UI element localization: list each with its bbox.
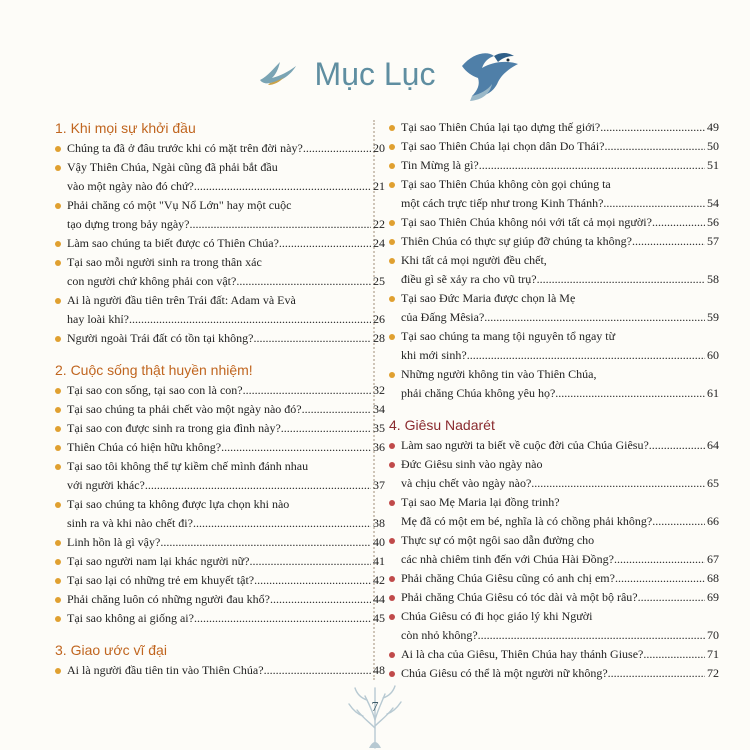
toc-entry-text: Chúa Giêsu có thể là một người nữ không?: [401, 666, 608, 680]
toc-entry[interactable]: [389, 436, 719, 455]
bullet-icon: [389, 652, 395, 658]
toc-page-number: 60: [707, 348, 719, 362]
toc-entry-text: Tại sao Mẹ Maria lại đồng trinh?: [401, 495, 560, 509]
toc-entry[interactable]: [55, 590, 385, 609]
toc-entry[interactable]: [389, 327, 719, 365]
toc-entry-text: điều gì sẽ xảy ra cho vũ trụ?: [401, 272, 537, 286]
toc-page-number: 66: [707, 514, 719, 528]
bullet-icon: [55, 260, 61, 266]
toc-entry-text: Tại sao Thiên Chúa lại chọn dân Do Thái?: [401, 139, 605, 153]
toc-entry-text: con người chứ không phải con vật?: [67, 274, 237, 288]
dot-leader: [129, 310, 371, 329]
bullet-icon: [389, 614, 395, 620]
dot-leader: [270, 590, 371, 609]
toc-entry[interactable]: [389, 645, 719, 664]
dot-leader: [193, 514, 371, 533]
toc-entry-text: Phải chăng luôn có những người đau khổ?: [67, 592, 270, 606]
bullet-icon: [55, 336, 61, 342]
dot-leader: [478, 626, 705, 645]
bullet-icon: [55, 388, 61, 394]
toc-page-number: 57: [707, 234, 719, 248]
toc-right-column: [389, 118, 719, 683]
toc-page-number: 48: [373, 663, 385, 677]
toc-page-number: 28: [373, 331, 385, 345]
toc-page-number: 41: [373, 554, 385, 568]
dot-leader: [555, 384, 705, 403]
toc-entry[interactable]: [55, 196, 385, 234]
toc-entry-text: Tin Mừng là gì?: [401, 158, 479, 172]
toc-entry-text: vào một ngày nào đó chứ?: [67, 179, 194, 193]
dot-leader: [600, 118, 705, 137]
toc-entry[interactable]: [55, 552, 385, 571]
bullet-icon: [389, 144, 395, 150]
bullet-icon: [55, 668, 61, 674]
toc-entry-text: Khi tất cả mọi người đều chết,: [401, 253, 547, 267]
toc-entry-text: Phải chăng có một "Vụ Nổ Lớn" hay một cuộc: [67, 198, 292, 212]
toc-page-number: 20: [373, 141, 385, 155]
section-title[interactable]: 2. Cuộc sống thật huyền nhiệm!: [55, 362, 253, 378]
section-title[interactable]: 1. Khi mọi sự khởi đầu: [55, 120, 196, 136]
dot-leader: [160, 533, 371, 552]
toc-entry-text: Làm sao chúng ta biết được có Thiên Chúa?: [67, 236, 279, 250]
bullet-icon: [55, 241, 61, 247]
toc-entry-text: Tại sao chúng ta không được lựa chọn khi nào: [67, 497, 290, 511]
toc-entry-text: của Đấng Mêsia?: [401, 310, 485, 324]
bullet-icon: [389, 443, 395, 449]
toc-page-number: 36: [373, 440, 385, 454]
toc-page-number: 72: [707, 666, 719, 680]
toc-entry[interactable]: [389, 493, 719, 531]
toc-entry[interactable]: [55, 291, 385, 329]
toc-entry-text: Tại sao người nam lại khác người nữ?: [67, 554, 250, 568]
toc-entry-text: một cách trực tiếp như trong Kinh Thánh?: [401, 196, 604, 210]
toc-page-number: 61: [707, 386, 719, 400]
toc-entry-text: Thiên Chúa có hiện hữu không?: [67, 440, 222, 454]
bullet-icon: [55, 298, 61, 304]
toc-entry[interactable]: [389, 137, 719, 156]
dot-leader: [643, 645, 705, 664]
toc-page-number: 70: [707, 628, 719, 642]
toc-entry[interactable]: [55, 329, 385, 348]
bullet-icon: [389, 220, 395, 226]
toc-entry-text: Phải chăng Chúa Giêsu có tóc dài và một bộ râu?: [401, 590, 638, 604]
toc-entry-text: tạo dựng trong bảy ngày?: [67, 217, 190, 231]
toc-page-number: 32: [373, 383, 385, 397]
toc-page-number: 65: [707, 476, 719, 490]
dot-leader: [189, 215, 371, 234]
toc-left-column: [55, 118, 385, 680]
dot-leader: [243, 381, 371, 400]
toc-page-number: 71: [707, 647, 719, 661]
toc-page-number: 67: [707, 552, 719, 566]
dot-leader: [279, 234, 371, 253]
toc-entry-text: Phải chăng Chúa Giêsu cũng có anh chị em?: [401, 571, 615, 585]
toc-entry-text: Tại sao con sống, tại sao con là con?: [67, 383, 243, 397]
toc-page-number: 37: [373, 478, 385, 492]
dot-leader: [632, 232, 705, 251]
bullet-icon: [389, 372, 395, 378]
toc-page-number: 45: [373, 611, 385, 625]
toc-page-number: 44: [373, 592, 385, 606]
toc-entry-text: Đức Giêsu sinh vào ngày nào: [401, 457, 543, 471]
dot-leader: [652, 512, 705, 531]
bullet-icon: [389, 538, 395, 544]
toc-entry-text: Linh hồn là gì vậy?: [67, 535, 161, 549]
section-title[interactable]: 4. Giêsu Nadarét: [389, 417, 495, 433]
dot-leader: [603, 194, 705, 213]
toc-entry[interactable]: [55, 381, 385, 400]
dot-leader: [254, 329, 372, 348]
toc-entry[interactable]: [389, 664, 719, 683]
toc-entry-text: Tại sao tôi không thể tự kiềm chế mình đánh nhau: [67, 459, 309, 473]
toc-entry[interactable]: [55, 571, 385, 590]
dot-leader: [281, 419, 371, 438]
bullet-icon: [55, 165, 61, 171]
toc-entry[interactable]: [55, 457, 385, 495]
toc-entry-text: với người khác?: [67, 478, 145, 492]
toc-entry[interactable]: [389, 588, 719, 607]
page-number: 7: [371, 700, 379, 715]
toc-entry[interactable]: [389, 365, 719, 403]
toc-page-number: 69: [707, 590, 719, 604]
toc-entry[interactable]: [389, 156, 719, 175]
toc-entry-text: Tại sao con được sinh ra trong gia đình này?: [67, 421, 281, 435]
toc-page-number: 59: [707, 310, 719, 324]
dot-leader: [236, 272, 371, 291]
toc-entry[interactable]: [55, 234, 385, 253]
toc-entry-text: Tại sao mỗi người sinh ra trong thân xác: [67, 255, 262, 269]
toc-page-number: 68: [707, 571, 719, 585]
toc-entry[interactable]: [389, 531, 719, 569]
dot-leader: [652, 213, 705, 232]
toc-entry-text: khi mới sinh?: [401, 348, 467, 362]
toc-entry-text: Mẹ đã có một em bé, nghĩa là có chồng phải không?: [401, 514, 653, 528]
toc-page-number: 64: [707, 438, 719, 452]
toc-entry[interactable]: [55, 253, 385, 291]
toc-entry-text: Những người không tin vào Thiên Chúa,: [401, 367, 597, 381]
bullet-icon: [389, 334, 395, 340]
toc-page-number: 54: [707, 196, 719, 210]
toc-entry-text: sinh ra và khi nào chết đi?: [67, 516, 193, 530]
toc-entry-text: Tại sao lại có những trẻ em khuyết tật?: [67, 573, 255, 587]
dot-leader: [221, 438, 371, 457]
dot-leader: [145, 476, 371, 495]
toc-page-number: 42: [373, 573, 385, 587]
toc-entry[interactable]: [55, 438, 385, 457]
dot-leader: [302, 400, 371, 419]
dot-leader: [605, 137, 705, 156]
toc-page-number: 50: [707, 139, 719, 153]
bullet-icon: [55, 502, 61, 508]
dot-leader: [254, 571, 371, 590]
bullet-icon: [389, 239, 395, 245]
toc-entry-text: Tại sao Thiên Chúa không nói với tất cả mọi người?: [401, 215, 652, 229]
bullet-icon: [55, 597, 61, 603]
toc-page-number: 24: [373, 236, 385, 250]
bullet-icon: [389, 576, 395, 582]
toc-page-number: 21: [373, 179, 385, 193]
toc-page-number: 25: [373, 274, 385, 288]
bullet-icon: [55, 540, 61, 546]
toc-entry[interactable]: [55, 609, 385, 628]
toc-entry-text: Người ngoài Trái đất có tồn tại không?: [67, 331, 254, 345]
toc-entry-text: Thực sự có một ngôi sao dẫn đường cho: [401, 533, 595, 547]
dot-leader: [608, 664, 705, 683]
bird-icon: [458, 48, 528, 103]
toc-entry[interactable]: [55, 419, 385, 438]
bullet-icon: [389, 163, 395, 169]
dot-leader: [194, 177, 371, 196]
toc-entry-text: Ai là người đầu tiên tin vào Thiên Chúa?: [67, 663, 264, 677]
toc-entry-text: hay loài khỉ?: [67, 312, 129, 326]
toc-entry-text: Chúa Giêsu có đi học giáo lý khi Người: [401, 609, 593, 623]
dot-leader: [479, 156, 705, 175]
toc-page-number: 58: [707, 272, 719, 286]
toc-entry-text: Tại sao Đức Maria được chọn là Mẹ: [401, 291, 576, 305]
toc-entry[interactable]: [389, 289, 719, 327]
toc-entry-text: Tại sao chúng ta phải chết vào một ngày nào đó?: [67, 402, 302, 416]
toc-page-number: 26: [373, 312, 385, 326]
dot-leader: [194, 609, 371, 628]
bullet-icon: [55, 426, 61, 432]
toc-entry-text: các nhà chiêm tinh đến với Chúa Hài Đồng?: [401, 552, 614, 566]
toc-entry-text: Tại sao Thiên Chúa không còn gọi chúng ta: [401, 177, 611, 191]
bullet-icon: [55, 407, 61, 413]
bullet-icon: [389, 125, 395, 131]
toc-entry-text: Ai là cha của Giêsu, Thiên Chúa hay thánh Giuse?: [401, 647, 644, 661]
toc-page-number: 51: [707, 158, 719, 172]
dot-leader: [303, 139, 371, 158]
dot-leader: [467, 346, 705, 365]
dot-leader: [649, 436, 705, 455]
toc-entry[interactable]: [55, 139, 385, 158]
dot-leader: [484, 308, 705, 327]
toc-entry[interactable]: [55, 158, 385, 196]
dot-leader: [614, 550, 705, 569]
toc-entry[interactable]: [55, 661, 385, 680]
bullet-icon: [389, 500, 395, 506]
toc-entry-text: phải chăng Chúa không yêu họ?: [401, 386, 556, 400]
toc-entry-text: Làm sao người ta biết về cuộc đời của Chúa Giêsu?: [401, 438, 649, 452]
toc-page-number: 40: [373, 535, 385, 549]
toc-page-number: 38: [373, 516, 385, 530]
bullet-icon: [55, 578, 61, 584]
toc-entry[interactable]: [389, 251, 719, 289]
bullet-icon: [55, 559, 61, 565]
bullet-icon: [389, 258, 395, 264]
page-title: Mục Lục: [314, 56, 436, 92]
dot-leader: [638, 588, 705, 607]
dot-leader: [537, 270, 705, 289]
toc-page-number: 22: [373, 217, 385, 231]
bullet-icon: [55, 146, 61, 152]
page-header: [0, 48, 750, 108]
toc-entry[interactable]: [55, 495, 385, 533]
toc-page-number: 34: [373, 402, 385, 416]
bullet-icon: [55, 203, 61, 209]
bullet-icon: [389, 462, 395, 468]
bullet-icon: [55, 445, 61, 451]
section-title[interactable]: 3. Giao ước vĩ đại: [55, 642, 167, 658]
toc-entry[interactable]: [389, 175, 719, 213]
dot-leader: [615, 569, 705, 588]
toc-entry[interactable]: [389, 569, 719, 588]
bullet-icon: [55, 464, 61, 470]
toc-entry-text: Tại sao chúng ta mang tội nguyên tổ ngay từ: [401, 329, 616, 343]
toc-entry-text: còn nhỏ không?: [401, 628, 478, 642]
toc-entry-text: Vậy Thiên Chúa, Ngài cũng đã phải bắt đầu: [67, 160, 278, 174]
toc-entry-text: và chịu chết vào ngày nào?: [401, 476, 532, 490]
toc-entry[interactable]: [55, 400, 385, 419]
toc-entry[interactable]: [389, 455, 719, 493]
toc-page-number: 35: [373, 421, 385, 435]
toc-entry-text: Thiên Chúa có thực sự giúp đỡ chúng ta không?: [401, 234, 632, 248]
bullet-icon: [389, 595, 395, 601]
toc-entry[interactable]: [55, 533, 385, 552]
toc-entry-text: Ai là người đầu tiên trên Trái đất: Adam và Evà: [67, 293, 296, 307]
bullet-icon: [55, 616, 61, 622]
bullet-icon: [389, 182, 395, 188]
toc-entry[interactable]: [389, 232, 719, 251]
toc-entry[interactable]: [389, 118, 719, 137]
toc-entry-text: Tại sao không ai giống ai?: [67, 611, 194, 625]
toc-entry[interactable]: [389, 213, 719, 232]
toc-entry-text: Chúng ta đã ở đâu trước khi có mặt trên đời này?: [67, 141, 303, 155]
dot-leader: [531, 474, 705, 493]
toc-page-number: 49: [707, 120, 719, 134]
toc-page-number: 56: [707, 215, 719, 229]
dot-leader: [250, 552, 372, 571]
toc-entry[interactable]: [389, 607, 719, 645]
toc-entry-text: Tại sao Thiên Chúa lại tạo dựng thế giới?: [401, 120, 601, 134]
bullet-icon: [389, 296, 395, 302]
